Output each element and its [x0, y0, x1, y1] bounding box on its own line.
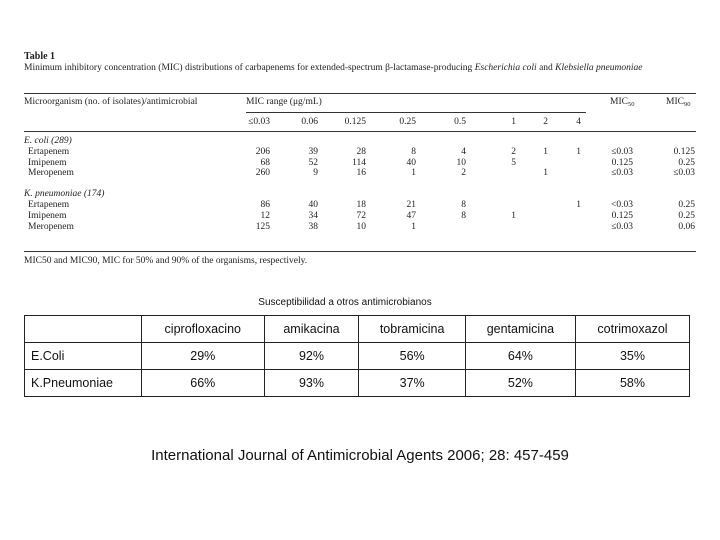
isolate-count: 2 — [511, 146, 516, 157]
isolate-count: 10 — [456, 157, 466, 168]
mic50-value: ≤0.03 — [611, 221, 633, 232]
table1-footnote: MIC50 and MIC90, MIC for 50% and 90% of the organisms, respectively. — [24, 256, 308, 266]
isolate-count: 52 — [308, 157, 318, 168]
value-cell: 37% — [359, 370, 465, 397]
range-column-header: 0.125 — [344, 117, 366, 127]
table1-header-left: Microorganism (no. of isolates)/antimicrobial — [24, 97, 198, 107]
table1-header-range: MIC range (μg/mL) — [246, 97, 322, 107]
mic90-value: 0.25 — [678, 157, 695, 168]
isolate-count: 40 — [308, 200, 318, 210]
table1-title: Table 1 — [24, 51, 56, 62]
mic90-value: 0.25 — [678, 210, 695, 221]
table1-top-rule — [24, 93, 696, 94]
mic50-value: ≤0.03 — [611, 146, 633, 157]
organism-group-label: E. coli (289) — [24, 136, 72, 146]
isolate-count: 8 — [461, 210, 466, 221]
range-column-header: 1 — [511, 117, 516, 127]
range-column-header: 0.06 — [301, 117, 318, 127]
isolate-count: 86 — [260, 200, 270, 210]
isolate-count: 1 — [543, 146, 548, 157]
isolate-count: 28 — [356, 146, 366, 157]
table1-bottom-rule — [24, 251, 696, 252]
row-header: K.Pneumoniae — [25, 370, 142, 397]
col-header: ciprofloxacino — [142, 316, 265, 343]
col-header: cotrimoxazol — [576, 316, 690, 343]
table1-caption: Minimum inhibitory concentration (MIC) distributions of carbapenems for extended-spectrum β-lactamase-producing Escherichia coli and Klebsiella pneumoniae — [24, 63, 643, 73]
isolate-count: 4 — [461, 146, 466, 157]
table1-range-rule — [246, 112, 586, 113]
isolate-count: 2 — [461, 168, 466, 179]
table1-header-rule — [24, 131, 696, 132]
isolate-count: 9 — [313, 168, 318, 179]
reference-citation: International Journal of Antimicrobial Agents 2006; 28: 457-459 — [151, 447, 569, 464]
mic50-value: <0.03 — [611, 200, 633, 210]
isolate-count: 47 — [406, 210, 416, 221]
isolate-count: 10 — [356, 221, 366, 232]
isolate-count: 114 — [352, 157, 366, 168]
isolate-count: 18 — [356, 200, 366, 210]
isolate-count: 206 — [255, 146, 270, 157]
isolate-count: 1 — [576, 146, 581, 157]
value-cell: 56% — [359, 343, 465, 370]
value-cell: 64% — [465, 343, 575, 370]
range-column-header: 0.5 — [454, 117, 466, 127]
value-cell: 35% — [576, 343, 690, 370]
table1-header-mic90: $MIC_{90}$ — [666, 97, 691, 108]
antimicrobial-name: Imipenem — [28, 210, 67, 221]
susceptibility-table — [24, 315, 690, 397]
isolate-count: 38 — [308, 221, 318, 232]
col-header: tobramicina — [359, 316, 465, 343]
mic90-value: 0.06 — [678, 221, 695, 232]
isolate-count: 21 — [406, 200, 416, 210]
table1-header-mic50: $MIC_{50}$ — [610, 97, 635, 108]
antimicrobial-name: Ertapenem — [28, 146, 70, 157]
susceptibility-header-row — [25, 316, 690, 343]
value-cell: 66% — [142, 370, 265, 397]
mic90-value: 0.125 — [673, 146, 695, 157]
table-row — [25, 370, 690, 397]
isolate-count: 1 — [511, 210, 516, 221]
isolate-count: 39 — [308, 146, 318, 157]
value-cell: 52% — [465, 370, 575, 397]
range-column-header: 2 — [543, 117, 548, 127]
row-header: E.Coli — [25, 343, 142, 370]
isolate-count: 260 — [255, 168, 270, 179]
col-header: gentamicina — [465, 316, 575, 343]
isolate-count: 1 — [411, 168, 416, 179]
antimicrobial-name: Meropenem — [28, 221, 74, 232]
isolate-count: 16 — [356, 168, 366, 179]
isolate-count: 72 — [356, 210, 366, 221]
isolate-count: 12 — [260, 210, 270, 221]
mic50-value: ≤0.03 — [611, 168, 633, 179]
isolate-count: 5 — [511, 157, 516, 168]
mic90-value: ≤0.03 — [673, 168, 695, 179]
isolate-count: 8 — [461, 200, 466, 210]
susceptibility-title: Susceptibilidad a otros antimicrobianos — [258, 297, 432, 308]
isolate-count: 1 — [576, 200, 581, 210]
isolate-count: 68 — [260, 157, 270, 168]
antimicrobial-name: Imipenem — [28, 157, 67, 168]
range-column-header: ≤0.03 — [248, 117, 270, 127]
value-cell: 93% — [264, 370, 359, 397]
value-cell: 58% — [576, 370, 690, 397]
mic50-value: 0.125 — [611, 210, 633, 221]
value-cell: 29% — [142, 343, 265, 370]
antimicrobial-name: Ertapenem — [28, 200, 70, 210]
mic50-value: 0.125 — [611, 157, 633, 168]
isolate-count: 1 — [411, 221, 416, 232]
table-row — [25, 343, 690, 370]
isolate-count: 125 — [255, 221, 270, 232]
range-column-header: 4 — [576, 117, 581, 127]
isolate-count: 40 — [406, 157, 416, 168]
value-cell: 92% — [264, 343, 359, 370]
mic90-value: 0.25 — [678, 200, 695, 210]
corner-cell — [25, 316, 142, 343]
isolate-count: 1 — [543, 168, 548, 179]
isolate-count: 8 — [411, 146, 416, 157]
col-header: amikacina — [264, 316, 359, 343]
isolate-count: 34 — [308, 210, 318, 221]
organism-group-label: K. pneumoniae (174) — [24, 189, 105, 200]
antimicrobial-name: Meropenem — [28, 168, 74, 179]
range-column-header: 0.25 — [399, 117, 416, 127]
